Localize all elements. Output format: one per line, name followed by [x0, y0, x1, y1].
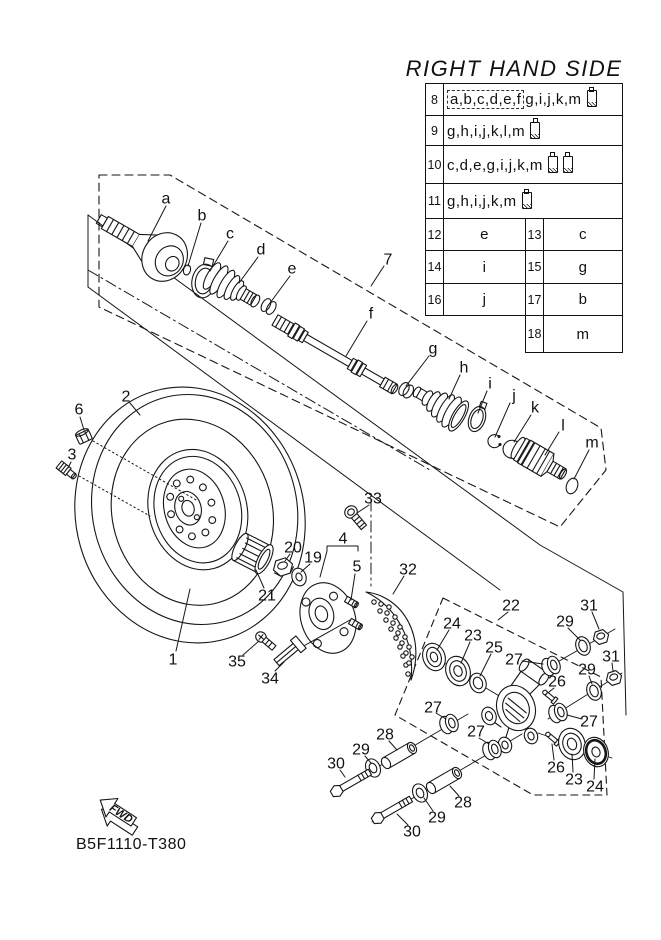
leader-line: [592, 612, 599, 629]
page-title: RIGHT HAND SIDE: [405, 56, 623, 81]
cv-joint-stub: [86, 197, 196, 289]
table-cell: j: [444, 284, 526, 316]
callout-28-46: 28: [454, 794, 472, 812]
table-row: [426, 84, 623, 116]
leader-line: [188, 223, 201, 266]
grease-tube-icon: [530, 122, 540, 139]
callout-6-15: 6: [74, 401, 84, 419]
callout-d-3: d: [256, 241, 266, 259]
table-cell: m: [544, 316, 623, 353]
leader-line: [351, 574, 355, 600]
callout-g-7: g: [428, 340, 438, 358]
table-row: [426, 116, 623, 146]
leader-line: [461, 642, 470, 663]
table-ref-number: 11: [426, 184, 444, 219]
valve-stem: [56, 461, 78, 481]
callout-29-47: 29: [428, 809, 446, 827]
bolt-30b: [370, 794, 414, 826]
leader-line: [545, 432, 559, 455]
table-ref-number: 10: [426, 146, 444, 184]
callout-21-23: 21: [258, 587, 276, 605]
callout-26-32: 26: [548, 673, 566, 691]
table-row: [426, 184, 623, 219]
callout-30-45: 30: [327, 755, 345, 773]
callout-29-35: 29: [578, 661, 596, 679]
leader-line: [478, 391, 487, 413]
table-cell: g: [544, 251, 623, 284]
table-cell: c: [544, 219, 623, 251]
grease-tube-icon: [587, 90, 597, 107]
callout-35-25: 35: [228, 653, 246, 671]
callout-23-41: 23: [565, 771, 583, 789]
table-row: [426, 219, 623, 251]
nut-31: [591, 628, 610, 645]
callout-3-16: 3: [67, 446, 77, 464]
callout-25-30: 25: [485, 639, 503, 657]
leader-line: [270, 276, 290, 303]
screw-35: [254, 630, 278, 652]
brake-disc-guard-32: [366, 592, 416, 680]
cv-joint-l: [508, 435, 572, 487]
callout-f-6: f: [368, 305, 374, 323]
callout-m-13: m: [585, 434, 599, 452]
callout-4-21: 4: [338, 530, 348, 548]
table-cell: a,b,c,d,e,f g,i,j,k,m: [444, 84, 623, 116]
callout-h-8: h: [459, 359, 469, 377]
callout-33-18: 33: [364, 490, 382, 508]
callout-29-33: 29: [556, 613, 574, 631]
table-row: [426, 251, 623, 284]
leader-line: [449, 375, 460, 399]
leader-line: [80, 417, 84, 430]
leader-line: [406, 356, 429, 386]
callout-b-1: b: [197, 207, 207, 225]
dust-seal-27b: [546, 701, 569, 724]
table-cell: e: [444, 219, 526, 251]
table-cell: [426, 316, 526, 353]
leader-line: [495, 403, 510, 437]
grease-tube-icon: [563, 156, 573, 173]
table-ref-number: 17: [526, 284, 544, 316]
table-ref-number: 12: [426, 219, 444, 251]
callout-k-11: k: [531, 399, 539, 417]
table-ref-number: 15: [526, 251, 544, 284]
grease-nipple-26: [541, 688, 558, 704]
callout-26-40: 26: [547, 759, 565, 777]
callout-23-29: 23: [464, 627, 482, 645]
callout-28-43: 28: [376, 726, 394, 744]
callout-i-9: i: [488, 375, 492, 393]
callout-31-36: 31: [602, 648, 620, 666]
bracket-34: [271, 636, 306, 669]
callout-24-42: 24: [586, 778, 604, 796]
boot-clamp-e: [259, 297, 278, 316]
callout-27-38: 27: [424, 699, 442, 717]
callout-2-14: 2: [121, 388, 131, 406]
reference-table: [425, 83, 623, 353]
leader-line: [346, 321, 367, 356]
callout-27-31: 27: [505, 651, 523, 669]
callout-29-44: 29: [352, 741, 370, 759]
table-row: [426, 316, 623, 353]
callout-27-37: 27: [580, 713, 598, 731]
cv-boot-d: [200, 260, 267, 317]
grease-group-boxed: a,b,c,d,e,f: [447, 90, 524, 109]
steering-knuckle: [479, 657, 550, 754]
leader-line: [480, 654, 491, 676]
table-cell: b: [544, 284, 623, 316]
leader-line: [574, 450, 589, 479]
cv-boot-h: [406, 376, 472, 434]
drawing-code: B5F1110-T380: [76, 836, 187, 853]
leader-line: [393, 576, 404, 594]
callout-a-0: a: [161, 190, 171, 208]
fwd-label: FWD: [107, 802, 135, 826]
callout-34-26: 34: [261, 670, 279, 688]
callout-32-24: 32: [399, 561, 417, 579]
collar-28b: [425, 766, 464, 795]
leader-line: [371, 266, 384, 286]
boot-clamp-g: [397, 381, 416, 400]
table-cell: g,h,i,j,k,m: [444, 184, 623, 219]
circlip-j: [488, 435, 501, 448]
callout-e-4: e: [287, 260, 297, 278]
callout-20-19: 20: [284, 539, 302, 557]
collar-28: [380, 741, 419, 770]
callout-5-22: 5: [352, 558, 362, 576]
table-ref-number: 18: [526, 316, 544, 353]
table-ref-number: 9: [426, 116, 444, 146]
fwd-arrow: [90, 791, 144, 840]
leader-line: [437, 630, 449, 650]
callout-22-27: 22: [502, 597, 520, 615]
wheel: [45, 360, 335, 671]
callout-27-39: 27: [467, 723, 485, 741]
table-ref-number: 13: [526, 219, 544, 251]
table-ref-number: 8: [426, 84, 444, 116]
cap-m: [564, 477, 580, 496]
callout-30-48: 30: [403, 823, 421, 841]
callout-19-20: 19: [304, 549, 322, 567]
table-row: [426, 284, 623, 316]
leader-line: [552, 744, 554, 760]
table-cell: g,h,i,j,k,l,m: [444, 116, 623, 146]
callout-24-28: 24: [443, 615, 461, 633]
grease-tube-icon: [522, 192, 532, 209]
axle-shaft-f: [271, 314, 400, 397]
table-row: [426, 146, 623, 184]
table-ref-number: 14: [426, 251, 444, 284]
table-ref-number: 16: [426, 284, 444, 316]
callout-c-2: c: [226, 225, 234, 243]
callout-l-12: l: [561, 417, 565, 435]
callout-1-17: 1: [168, 651, 178, 669]
grease-tube-icon: [548, 156, 558, 173]
leader-line: [239, 257, 258, 283]
callout-31-34: 31: [580, 597, 598, 615]
nut-31b: [604, 669, 623, 686]
table-cell: c,d,e,g,i,j,k,m: [444, 146, 623, 184]
seal-29: [573, 635, 593, 658]
callout-j-10: j: [512, 387, 516, 405]
callout-7-5: 7: [383, 251, 393, 269]
table-cell: i: [444, 251, 526, 284]
